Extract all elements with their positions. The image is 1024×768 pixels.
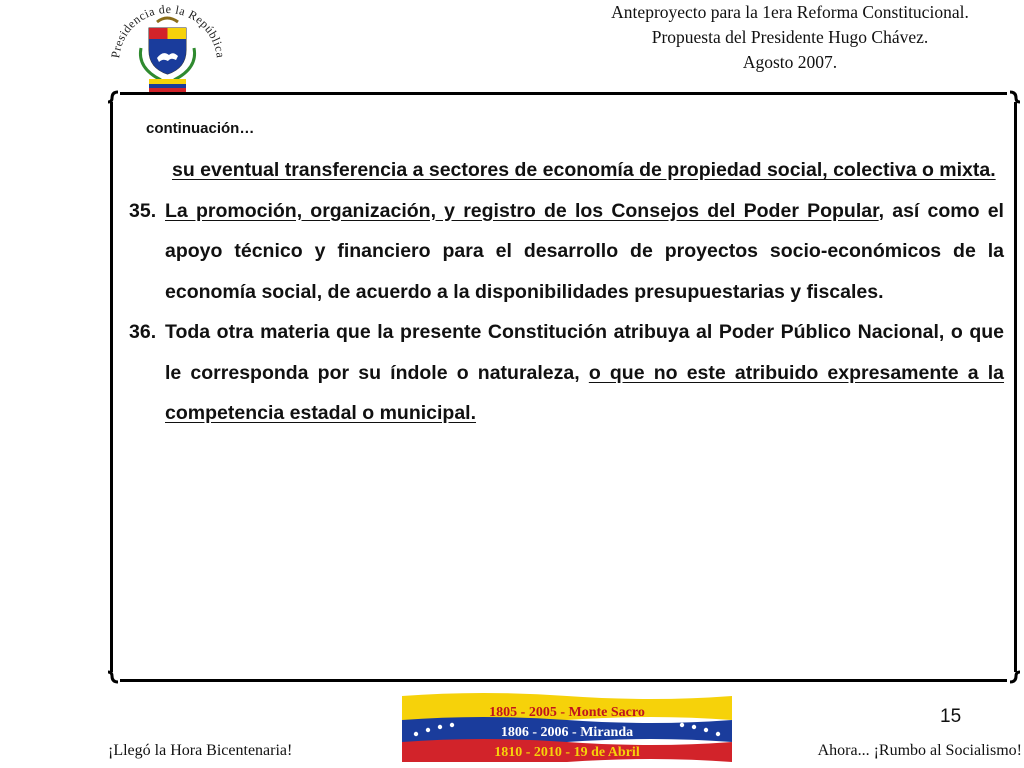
page-number: 15	[940, 706, 962, 727]
footer-left-slogan: ¡Llegó la Hora Bicentenaria!	[108, 742, 293, 759]
item-36-underlined: o que no este atribuido expresamente a la competencia estadal o municipal.	[165, 361, 1005, 424]
presidency-seal	[105, 0, 230, 92]
banner-line-3: 1810 - 2010 - 19 de Abril	[494, 745, 640, 760]
header-line-3: Agosto 2007.	[742, 52, 838, 72]
list-item-34-tail	[130, 150, 1004, 191]
item-36-text: Toda otra materia que la presente Constitución atribuya al Poder Público Nacional, o que le corresponda por su índole o naturaleza,	[165, 321, 1004, 384]
list-item-35	[130, 191, 1004, 313]
banner-line-1: 1805 - 2005 - Monte Sacro	[489, 705, 645, 720]
header	[560, 0, 1020, 75]
coat-of-arms-icon	[140, 18, 194, 92]
item-number: 35.	[129, 199, 157, 222]
list-item-36	[130, 312, 1004, 434]
item-35-text: , así como el apoyo técnico y financiero para el desarrollo de proyectos socio-económicos de la economía social, de acuerdo a la disponibilidades presupuestarias y fiscales.	[165, 199, 1004, 303]
item-35-underlined: La promoción, organización, y registro de los Consejos del Poder Popular	[165, 199, 879, 222]
banner-line-2: 1806 - 2006 - Miranda	[500, 725, 634, 740]
continuation-label: continuación…	[146, 120, 255, 137]
svg-text:Presidencia de la República: Presidencia de la República	[108, 1, 228, 59]
bicentennial-flag-banner	[402, 690, 732, 762]
item-34-text: su eventual transferencia a sectores de economía de propiedad social, colectiva o mixta.	[172, 159, 996, 181]
item-number: 36.	[129, 321, 157, 343]
article-body	[130, 150, 1004, 434]
footer-right-slogan: Ahora... ¡Rumbo al Socialismo!	[817, 742, 1022, 759]
header-line-2: Propuesta del Presidente Hugo Chávez.	[651, 27, 929, 47]
header-line-1: Anteproyecto para la 1era Reforma Constitucional.	[611, 2, 969, 22]
